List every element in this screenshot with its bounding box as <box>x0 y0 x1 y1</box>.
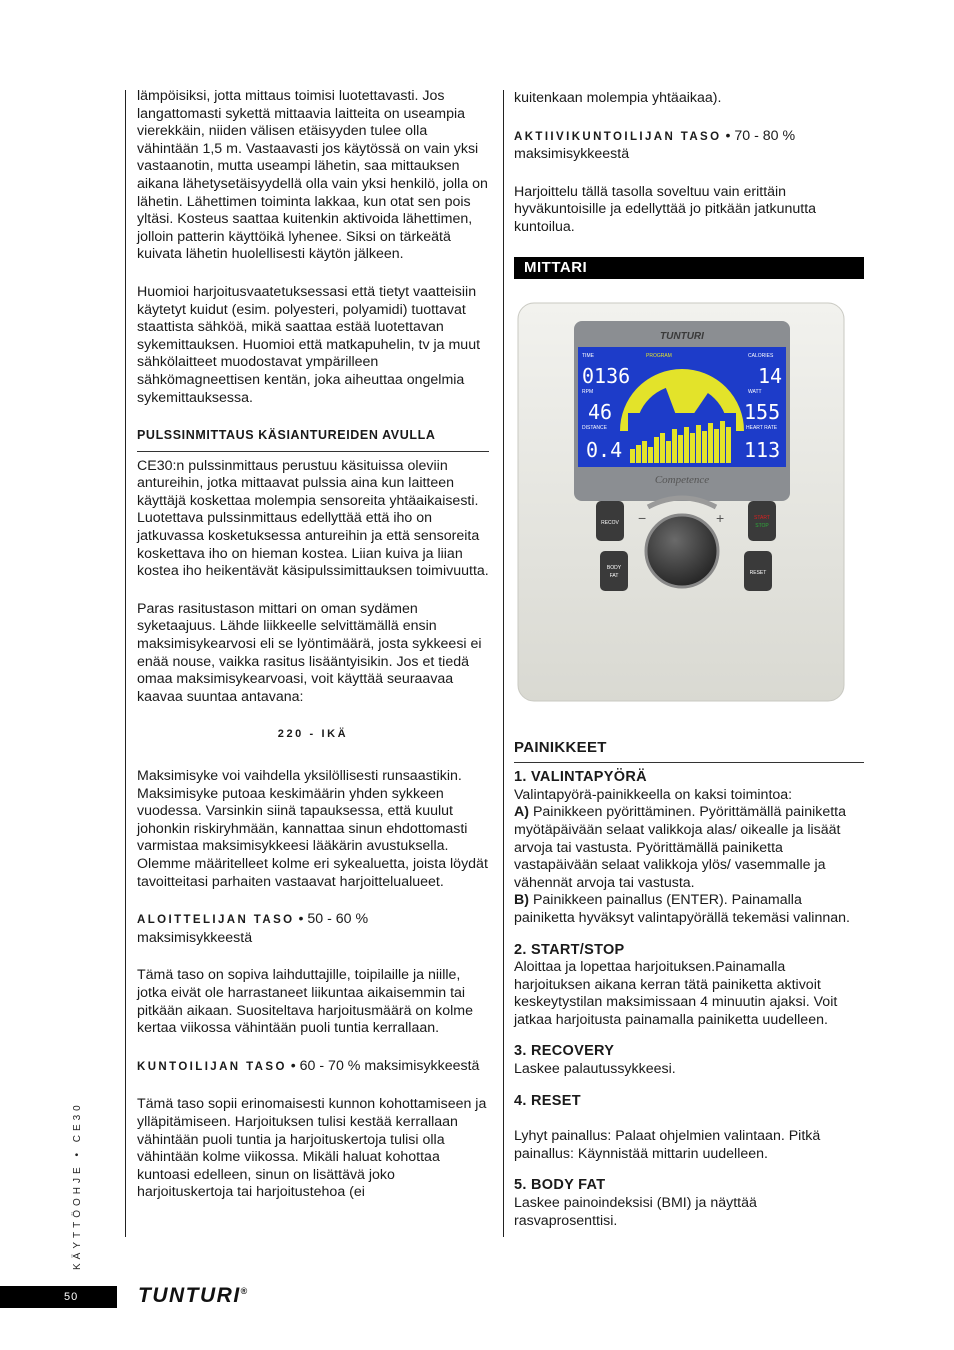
calories-value: 14 <box>758 363 783 388</box>
beginner-rest: maksimisykkeestä <box>137 929 253 946</box>
start-stop-button[interactable] <box>748 501 776 541</box>
formula: 220 - IKÄ <box>277 728 349 741</box>
time-label: TIME <box>582 352 594 359</box>
button-5-text: Laskee painoindeksisi (BMI) ja näyttää rasvaprosenttisi. <box>514 1195 757 1229</box>
minus-sign: − <box>638 509 647 526</box>
active-label: AKTIIVIKUNTOILIJAN TASO <box>514 130 722 143</box>
page-number: 50 <box>0 1286 117 1308</box>
paragraph: Paras rasitustason mittari on oman sydämen syketaajuus. Lähde liikkeelle selvittämällä ensin maksimisykearvosi eli se lyöntimäärä, josta sykkeesi ei enää nouse, vaikka rasitus lisääntyisikin. Jos et tiedä omaa maksimisykearvoasi, voit käyttää seuraavaa kaavaa suuntaa antavana: <box>137 600 482 705</box>
button-1-b <box>514 892 864 927</box>
option-a-key: A) <box>514 804 529 821</box>
watt-value: 155 <box>744 399 781 424</box>
center-column-rule <box>503 90 504 1237</box>
bodyfat-button-label-1: BODY <box>606 564 622 571</box>
bodyfat-button[interactable] <box>600 551 628 591</box>
paragraph: Tämä taso on sopiva laihduttajille, toipilaille ja niille, jotka eivät ole harrastaneet liikuntaa aikaisemmin tai pitkään aikaan. Suositeltava harjoitusmäärä on kolme kertaa viikossa vähintään puoli tuntia kerrallaan. <box>137 967 473 1037</box>
console-illustration <box>516 301 848 705</box>
registered-mark: ® <box>240 1286 249 1296</box>
calories-label: CALORIES <box>748 352 774 359</box>
rpm-value: 46 <box>588 399 613 424</box>
heartrate-label: HEART RATE <box>746 424 778 431</box>
time-value: 0136 <box>582 363 631 388</box>
brand-logo: TUNTURI <box>660 330 704 342</box>
recovery-button-label: RECOV <box>601 519 619 526</box>
active-level <box>514 128 864 164</box>
rpm-label: RPM <box>582 388 594 395</box>
bodyfat-button-label-2: FAT <box>609 572 619 579</box>
option-b-text: Painikkeen painallus (ENTER). Painamalla painiketta hyväksyt valintapyörällä tekemäsi valinnan. <box>514 892 850 926</box>
button-2-text: Aloittaa ja lopettaa harjoituksen.Painamalla harjoituksen aikana kerran tätä painiketta aktivoit keskeytystilan maksimissaan 4 minuutin ajaksi. Voit jatkaa harjoitusta painamalla painiketta uudelleen. <box>514 959 838 1028</box>
button-4-title: 4. RESET <box>514 1092 581 1109</box>
active-range: 70 - 80 % <box>734 127 796 144</box>
option-a-text: Painikkeen pyörittäminen. Pyörittämällä painiketta myötäpäivään selaat valikkoja alas/ oikealle ja lisäät arvoja tai vastusta. Pyörittämällä painiketta vastapäivään selaat valikkoja ylös/ vasemmalle ja vähennät arvoja tai vastusta. <box>514 804 847 891</box>
program-label: PROGRAM <box>646 352 672 359</box>
plus-sign: + <box>716 509 725 526</box>
beginner-label: ALOITTELIJAN TASO <box>137 914 295 927</box>
side-running-title: KÄYTTÖOHJE • CE30 <box>72 1101 83 1270</box>
beginner-range: 50 - 60 % <box>307 911 369 928</box>
heartrate-value: 113 <box>744 437 781 462</box>
bullet: • <box>298 911 308 928</box>
section-banner-mittari: MITTARI <box>514 257 864 279</box>
paragraph: Tämä taso sopii erinomaisesti kunnon kohottamiseen ja ylläpitämiseen. Harjoituksen tulisi kestää kerrallaan vähintään puoli tuntia ja harjoituskertoja tulisi olla vähintään kolme viikossa. Mikäli haluat kohottaa kuntoasi edelleen, sinun on lisättävä joko harjoituskertoja tai harjoitustehoa (ei <box>137 1096 487 1201</box>
beginner-level <box>137 911 489 947</box>
button-3-title: 3. RECOVERY <box>514 1043 615 1060</box>
tunturi-logo <box>138 1284 249 1308</box>
section-heading-pulse: PULSSINMITTAUS KÄSIANTUREIDEN AVULLA <box>137 427 489 452</box>
watt-label: WATT <box>748 388 762 395</box>
paragraph: CE30:n pulssinmittaus perustuu käsituissa oleviin antureihin, jotka mittaavat pulssia aina kun laitteen käyttäjä koskettaa molempia sensoreita yhtäaikaisesti. Luotettava pulssinmittaus edellyttää että iho on jatkuvassa kosketuksessa antureihin ja että sensoreita koskettava iho on hieman kostea. Liian kuiva ja liian kostea iho heikentävät käsipulssimittauksen toimivuutta. <box>137 457 489 580</box>
button-1-title: 1. VALINTAPYÖRÄ <box>514 769 647 786</box>
fitness-label: KUNTOILIJAN TASO <box>137 1060 287 1073</box>
distance-label: DISTANCE <box>582 424 607 431</box>
buttons-heading: PAINIKKEET <box>514 739 864 764</box>
left-column <box>137 88 489 1222</box>
button-4-text: Lyhyt painallus: Palaat ohjelmien valintaan. Pitkä painallus: Käynnistää mittarin uudelleen. <box>514 1128 821 1162</box>
bullet: • <box>290 1057 300 1074</box>
paragraph: lämpöisiksi, jotta mittaus toimisi luotettavasti. Jos langattomasti sykettä mittaavia laitteita on useampia vierekkäin, niiden välisen etäisyyden tulee olla vähintään 1,5 m. Vastaavasti jos käytössä on vain yksi vastaanotin, mutta useampi lähetin, saa mittauksen aikana lähetysetäisyydellä olla vain yksi henkilö, jolla on lähetin. Lähettimen toiminta lakkaa, kun otat sen pois yltäsi. Kosteus saattaa kuitenkin aktivoida lähettimen, jolloin patterin käyttöikä lyhenee. Siksi on tärkeätä kuivata lähetin huolellisesti käytön jälkeen. <box>137 88 488 263</box>
paragraph: kuitenkaan molempia yhtäaikaa). <box>514 90 722 106</box>
button-3-text: Laskee palautussykkeesi. <box>514 1061 676 1078</box>
button-1-a <box>514 804 864 892</box>
button-2-title: 2. START/STOP <box>514 941 625 958</box>
paragraph: Maksimisyke voi vaihdella yksilöllisesti runsaastikin. Maksimisyke putoaa keskimäärin yhden sykkeen vuodessa. Varsinkin siinä tapauksessa, että kuulut johonkin riskiryhmään, kannattaa sinun ehdottomasti varmistaa maksimisykkeesi lääkärin avustuksella. Olemme määritelleet kolme eri sykealuetta, joista löydät tavoitteitasi parhaiten vastaavat harjoittelualueet. <box>137 768 488 890</box>
bullet: • <box>725 127 735 144</box>
button-5-title: 5. BODY FAT <box>514 1177 606 1194</box>
distance-value: 0.4 <box>586 437 623 462</box>
stop-button-label: STOP <box>755 522 769 529</box>
model-label: Competence <box>654 473 710 486</box>
reset-button-label: RESET <box>749 569 767 576</box>
right-column <box>514 90 864 1230</box>
paragraph: Huomioi harjoitusvaatetuksessasi että tietyt vaatteisiin käytetyt kuidut (esim. polyesteri, polyamidi) tuottavat staattista sähköä, mikä saattaa estää luotettavan sykemittauksen. Huomioi että matkapuhelin, tv ja muut sähkölaitteet muodostavat ympärilleen sähkömagneettisen kentän, joka aiheuttaa ongelmia sykemittauksessa. <box>137 283 481 406</box>
fitness-text: 60 - 70 % maksimisykkeestä <box>299 1057 480 1074</box>
active-rest: maksimisykkeestä <box>514 146 630 163</box>
left-margin-rule <box>125 90 126 1237</box>
option-b-key: B) <box>514 892 529 909</box>
paragraph: Harjoittelu tällä tasolla soveltuu vain erittäin hyväkuntoisille ja edellyttää jo pitkään jatkunutta kuntoilua. <box>514 183 817 235</box>
start-button-label: START <box>754 514 770 521</box>
fitness-level <box>137 1058 489 1077</box>
selection-dial[interactable] <box>646 515 718 587</box>
logo-text: TUNTURI <box>138 1284 241 1307</box>
button-1-intro: Valintapyörä-painikkeella on kaksi toimintoa: <box>514 786 793 803</box>
